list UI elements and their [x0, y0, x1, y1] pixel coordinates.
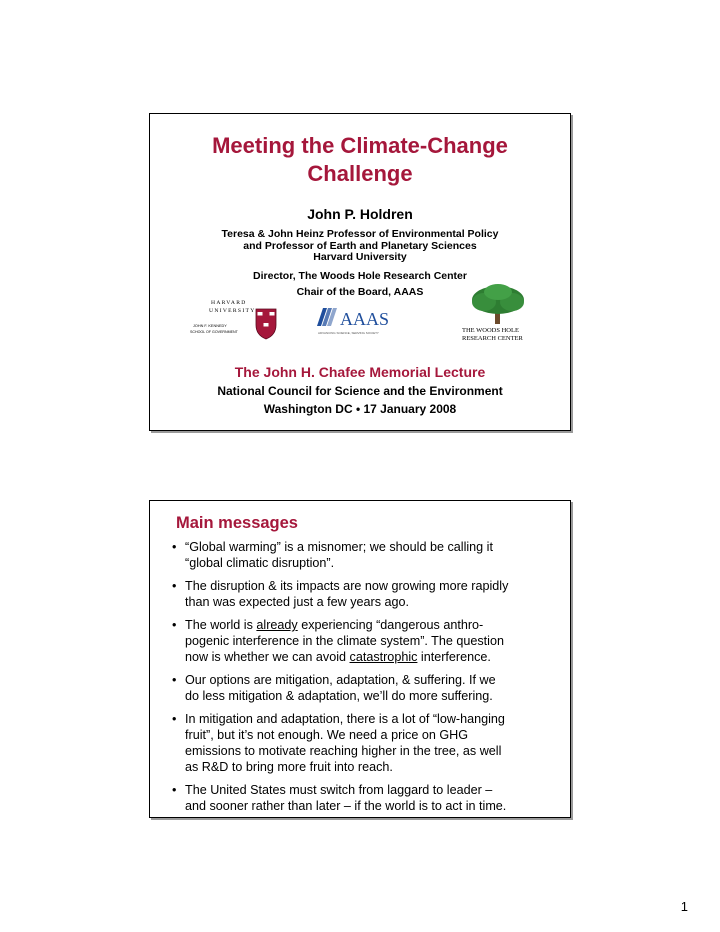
svg-text:JOHN F. KENNEDY: JOHN F. KENNEDY — [193, 324, 227, 328]
svg-text:AAAS: AAAS — [340, 309, 390, 329]
main-messages-slide — [149, 500, 571, 818]
page-number: 1 — [680, 899, 688, 914]
aaas-logo — [313, 304, 413, 338]
harvard-shield-icon — [256, 309, 276, 339]
bullet-icon: • — [172, 783, 177, 797]
title-slide — [149, 113, 571, 431]
location-date: Washington DC • 17 January 2008 — [263, 402, 457, 416]
chair-line: Chair of the Board, AAAS — [296, 286, 424, 298]
svg-text:HARVARD: HARVARD — [211, 300, 247, 306]
aaas-mark-icon — [317, 308, 337, 326]
list-item: • In mitigation and adaptation, there is a lot of “low-hanging fruit”, but it’s not enough. We need a price on GHG emissions to motivate reaching higher in the tree, as well as R&D to bring more fruit into reach. — [172, 712, 505, 774]
bullet-icon: • — [172, 579, 177, 593]
author-name: John P. Holdren — [307, 206, 413, 222]
tree-icon — [472, 284, 524, 324]
list-item: • “Global warming” is a misnomer; we should be calling it “global climatic disruption”. — [172, 540, 493, 570]
svg-text:UNIVERSITY: UNIVERSITY — [209, 308, 256, 314]
bullet-icon: • — [172, 673, 177, 687]
council-name: National Council for Science and the Environment — [217, 384, 503, 398]
director-line: Director, The Woods Hole Research Center — [253, 270, 467, 282]
bullet-icon: • — [172, 540, 177, 554]
author-affiliation: Teresa & John Heinz Professor of Environmental Policy and Professor of Earth and Planetary Sciences Harvard University — [221, 228, 499, 263]
list-item: • The world is already experiencing “dangerous anthro- pogenic interference in the climate system”. The question now is whether we can avoid catastrophic interference. — [172, 618, 504, 664]
presentation-title: Meeting the Climate-Change Challenge — [212, 133, 508, 186]
svg-text:SCHOOL OF GOVERNMENT: SCHOOL OF GOVERNMENT — [190, 330, 238, 334]
bullet-icon: • — [172, 712, 177, 726]
bullet-icon: • — [172, 618, 177, 632]
slide-title: Main messages — [176, 514, 298, 532]
lecture-name: The John H. Chafee Memorial Lecture — [234, 364, 486, 380]
woods-hole-research-center-logo — [458, 282, 538, 344]
emphasis-catastrophic: catastrophic — [349, 650, 418, 664]
list-item: • The United States must switch from laggard to leader – and sooner rather than later – if the world is to act in time. — [172, 783, 507, 813]
svg-text:RESEARCH CENTER: RESEARCH CENTER — [462, 335, 523, 342]
svg-text:THE WOODS HOLE: THE WOODS HOLE — [462, 327, 519, 334]
list-item: • The disruption & its impacts are now growing more rapidly than was expected just a few years ago. — [172, 579, 509, 609]
emphasis-already: already — [256, 618, 298, 632]
list-item: • Our options are mitigation, adaptation, & suffering. If we do less mitigation & adaptation, we’ll do more suffering. — [172, 673, 496, 703]
svg-text:ADVANCING SCIENCE, SERVING SOC: ADVANCING SCIENCE, SERVING SOCIETY — [318, 331, 379, 335]
bullet-list — [170, 539, 570, 821]
harvard-kennedy-school-logo — [190, 297, 282, 341]
